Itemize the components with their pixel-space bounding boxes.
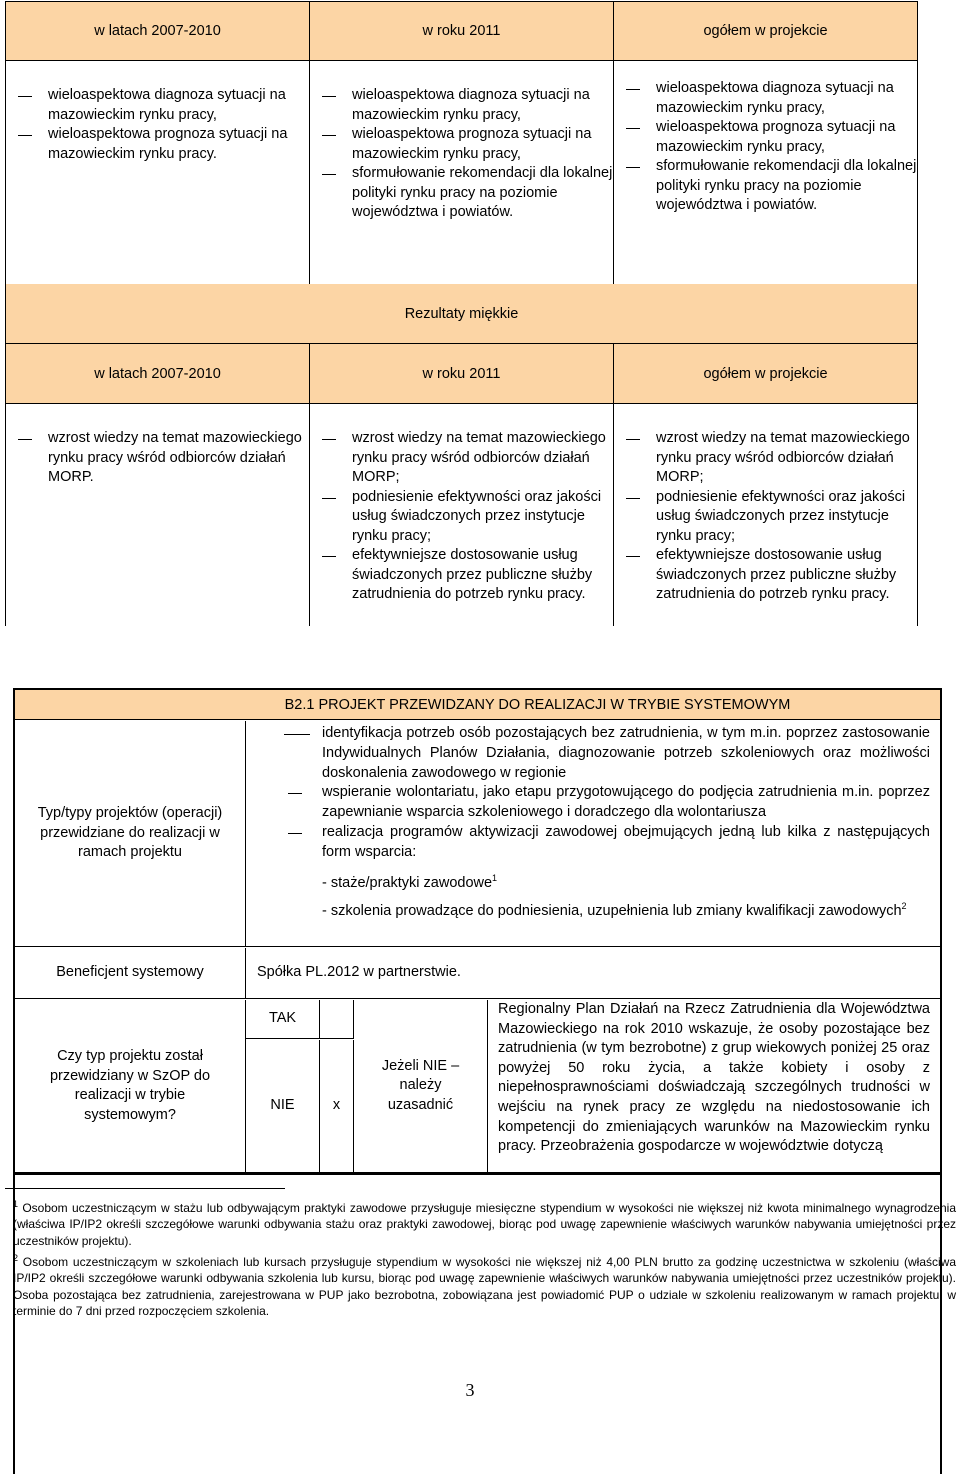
list-item: wieloaspektowa prognoza sytuacji na mazowieckim rynku pracy, bbox=[310, 125, 613, 164]
footnote-2: $^2$ Osobom uczestniczącym w szkoleniach lub kursach przysługuje stypendium w wysokości nie większej niż 4,00 PLN brutto za godzinę uczestnictwa w szkoleniu (właściwa IP/IP2 określi szczegółowe warunki odbywania szkolenia lub kursu, biorąc pod uwagę zapewnienie właściwych warunków nabywania umiejętności przez uczestników projektu). Osoba pozostająca bez zatrudnienia, zarejestrowana w PUP jako bezrobotna, zobowiązana jest powiadomić PUP o udziale w szkoleniu realizowanym w ramach projektu, w terminie do 7 dni przed rozpoczęciem szkolenia. bbox=[13, 1253, 956, 1318]
list-item: podniesienie efektywności oraz jakości usług świadczonych przez instytucje rynku pracy; bbox=[614, 488, 917, 547]
list-item: wieloaspektowa diagnoza sytuacji na mazowieckim rynku pracy, bbox=[310, 86, 613, 125]
list-item: wzrost wiedzy na temat mazowieckiego rynku pracy wśród odbiorców działań MORP; bbox=[614, 429, 917, 488]
soft-results-cell-2 bbox=[310, 404, 614, 626]
systemic-question-label: Czy typ projektu został przewidziany w SzOP do realizacji w trybie systemowym? bbox=[15, 1000, 246, 1172]
list-item: wieloaspektowa prognoza sytuacji na mazowieckim rynku pracy, bbox=[614, 118, 917, 157]
page-number: 3 bbox=[465, 1380, 475, 1400]
no-checkbox: x bbox=[320, 1040, 354, 1172]
hard-results-cell-1 bbox=[5, 61, 310, 284]
list-item: identyfikacja potrzeb osób pozostających bez zatrudnienia, w tym m.in. poprzez zastosowanie Indywidualnych Planów Działania, diagnozowanie potrzeb szkoleniowych oraz możliwości doskonalenia zawodowego w regionie bbox=[274, 724, 930, 783]
list-item: realizacja programów aktywizacji zawodowej obejmujących jedną lub kilka z następujących form wsparcia: bbox=[274, 823, 930, 863]
list-item: wspieranie wolontariatu, jako etapu przygotowującego do podjęcia zatrudnienia m.in. poprzez zapewnianie wsparcia szkoleniowego i doradczego dla wolontariusza bbox=[274, 783, 930, 823]
header-cell-2007-2010: w latach 2007-2010 bbox=[5, 1, 310, 61]
header-cell-2011: w roku 2011 bbox=[310, 1, 614, 61]
footnote-ref: 1 bbox=[492, 872, 498, 883]
soft-results-title: Rezultaty miękkie bbox=[5, 284, 918, 343]
soft-header-cell-total: ogółem w projekcie bbox=[614, 343, 918, 404]
if-no-justify-label: Jeżeli NIE – należy uzasadnić bbox=[354, 1000, 488, 1172]
section-title: B2.1 PROJEKT PRZEWIDZANY DO REALIZACJI W TRYBIE SYSTEMOWYM bbox=[15, 690, 940, 720]
list-item: sformułowanie rekomendacji dla lokalnej polityki rynku pracy na poziomie województwa i powiatów. bbox=[614, 157, 917, 216]
soft-results-cell-3 bbox=[614, 404, 918, 626]
support-form-internship: - staże/praktyki zawodowe$^1$ bbox=[322, 872, 498, 891]
list-item: sformułowanie rekomendacji dla lokalnej polityki rynku pracy na poziomie województwa i powiatów. bbox=[310, 164, 613, 223]
list-item: wieloaspektowa diagnoza sytuacji na mazowieckim rynku pracy, bbox=[614, 79, 917, 118]
soft-header-cell-2011: w roku 2011 bbox=[310, 343, 614, 404]
table-bottom-border bbox=[13, 1172, 942, 1175]
no-option: NIE bbox=[246, 1040, 320, 1172]
hard-results-cell-3 bbox=[614, 61, 918, 284]
yes-option: TAK bbox=[246, 1000, 320, 1039]
yes-checkbox bbox=[320, 1000, 354, 1039]
support-form-training: - szkolenia prowadzące do podniesienia, uzupełnienia lub zmiany kwalifikacji zawodowych$^2$ bbox=[322, 901, 907, 920]
beneficiary-value: Spółka PL.2012 w partnerstwie. bbox=[246, 948, 940, 999]
list-item: wieloaspektowa prognoza sytuacji na mazowieckim rynku pracy. bbox=[6, 125, 309, 164]
list-item: wieloaspektowa diagnoza sytuacji na mazowieckim rynku pracy, bbox=[6, 86, 309, 125]
list-item: efektywniejsze dostosowanie usług świadczonych przez publiczne służby zatrudnienia do potrzeb rynku pracy. bbox=[614, 546, 917, 605]
list-item: wzrost wiedzy na temat mazowieckiego rynku pracy wśród odbiorców działań MORP. bbox=[6, 429, 309, 488]
project-types-label: Typ/typy projektów (operacji) przewidziane do realizacji w ramach projektu bbox=[15, 721, 246, 947]
list-item: efektywniejsze dostosowanie usług świadczonych przez publiczne służby zatrudnienia do potrzeb rynku pracy. bbox=[310, 546, 613, 605]
hard-results-cell-2 bbox=[310, 61, 614, 284]
footnote-1: $^1$ Osobom uczestniczącym w stażu lub odbywającym praktyki zawodowe przysługuje miesięczne stypendium w wysokości nie większej niż kwota minimalnego wynagrodzenia (właściwa IP/IP2 określi szczegółowe warunki odbywania stażu oraz praktyki zawodowej, biorąc pod uwagę zapewnienie właściwych warunków nabywania umiejętności przez uczestników projektu). bbox=[13, 1199, 956, 1248]
list-item: wzrost wiedzy na temat mazowieckiego rynku pracy wśród odbiorców działań MORP; bbox=[310, 429, 613, 488]
beneficiary-label: Beneficjent systemowy bbox=[15, 948, 246, 999]
footnote-ref: 2 bbox=[901, 901, 907, 912]
justification-text: Regionalny Plan Działań na Rzecz Zatrudnienia dla Województwa Mazowieckiego na rok 2010 wskazuje, że osoby pozostające bez zatrudnienia (w tym bezrobotne) z grup wiekowych poniżej 25 oraz powyżej 50 roku życia, a także kobiety i osoby z niepełnosprawnościami doświadczają szczególnych trudności w wejściu na rynek pracy ze względu na niedostosowanie ich kompetencji do zmieniających warunków na Mazowieckim rynku pracy. Przeobrażenia gospodarcze w województwie dotyczą bbox=[498, 1001, 930, 1155]
list-item: podniesienie efektywności oraz jakości usług świadczonych przez instytucje rynku pracy; bbox=[310, 488, 613, 547]
footnote-separator bbox=[5, 1188, 285, 1189]
soft-header-cell-2007-2010: w latach 2007-2010 bbox=[5, 343, 310, 404]
soft-results-cell-1 bbox=[5, 404, 310, 626]
header-cell-total: ogółem w projekcie bbox=[614, 1, 918, 61]
project-types-content bbox=[246, 721, 940, 947]
